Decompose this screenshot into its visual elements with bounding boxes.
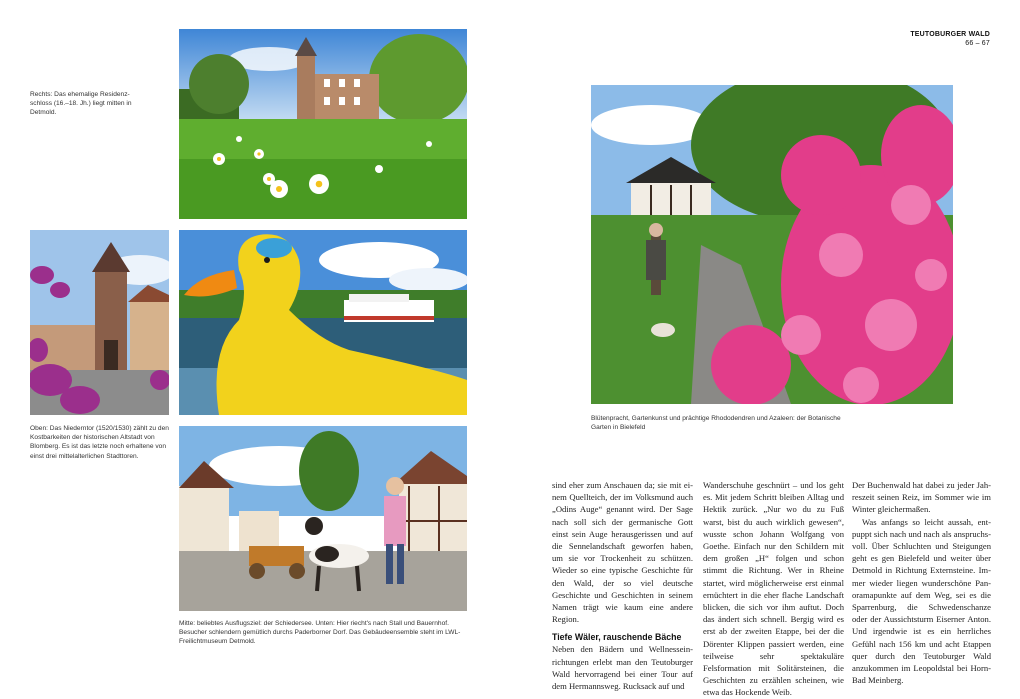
city-gate-photo <box>30 230 169 415</box>
paragraph: Was anfangs so leicht aussah, entpuppt sich nach und nach als anspruchsvoll. Über Schluchten und Steigungen geht es gen Bielefeld und weiter über Detmold in Richtung Externsteine. Immer wieder liegen wunderschöne Panoramapunkte auf dem Weg, sei es die Sparrenburg, die Schwedenschanze oder der Aussichtsturm Eiserner Anton. Und irgendwie ist es ein herrliches Gefühl nach 156 km und acht Etappen quer durch den Teutoburger Wald anzukommen im Leopoldstal bei Horn-Bad Meinberg. <box>852 516 991 686</box>
garden-caption: Blütenpracht, Gartenkunst und prächtige Rhododendren und Azaleen: der Botanische Garten in Bielefeld <box>591 415 841 432</box>
gate-caption: Oben: Das Niederntor (1520/1530) zählt zu den Kostbarkeiten der historischen Altstadt von Blomberg. Es ist das letzte noch erhaltene von einst drei mittelalterlichen Stadttoren. <box>30 425 169 460</box>
paragraph: Neben den Bädern und Wellnesseinrichtungen erlebt man den Teutoburger Wald hervorragend bei einer Tour auf dem Hermannsweg. Rucksack auf und <box>552 644 693 692</box>
paragraph: sind eher zum Anschauen da; sie mit einem Quellteich, der im Volksmund auch „Odins Auge“ genannt wird. Der Sage nach soll sich der germanische Gott einst sein Auge herausgerissen und auf die Sennelandschaft geworfen haben, um sie vor Trockenheit zu schützen. Wieder so eine typische Geschichte für den Wald, der so viel deutsche Geschichte und Geschichten in seinem Namen trägt wie kaum eine andere Region. <box>552 480 693 625</box>
botanical-garden-photo <box>591 85 953 404</box>
section-title: TEUTOBURGER WALD <box>910 31 990 38</box>
castle-caption: Rechts: Das ehemalige Residenzschloss (16.–18. Jh.) liegt mitten in Detmold. <box>30 91 132 117</box>
subheading: Tiefe Wäler, rauschende Bäche <box>552 632 682 643</box>
village-caption: Mitte: beliebtes Ausflugsziel: der Schiedersee. Unten: Hier riecht's nach Stall und Bauernhof. Besucher schlendern gemütlich durchs Paderborner Dorf. Das Gebäudeensemble steht im LWL-Freilichtmuseum Detmold. <box>179 620 461 646</box>
village-dog-photo <box>179 426 467 611</box>
page-numbers: 66 – 67 <box>965 40 990 47</box>
running-header <box>900 30 990 48</box>
duck-boat-photo <box>179 230 467 415</box>
paragraph: Wanderschuhe geschnürt – und los geht es. Mit jedem Schritt bleiben Alltag und Hektik zurück. „Nur wo du zu Fuß warst, bist du auch wirklich gewesen“, wusste schon Johann Wolfgang von Goethe. Einfach nur den Schildern mit dem großen „H“ folgen und schon stimmt die Richtung. Wer in Rheine startet, wird möglicherweise erst einmal ernüchtert in die eher flache Landschaft blicken, die sich vor ihm auftut. Doch das ändert sich schnell. Bergig wird es erst ab der zweiten Etappe, bei der die Dörenter Klippen passiert werden, eine teilweise sehr spektakuläre Felsformation mit Solitärsteinen, die Geschichten zu erzählen scheinen, wie etwa das Hockende Weib. <box>703 480 844 698</box>
castle-photo <box>179 29 467 219</box>
paragraph: Der Buchenwald hat dabei zu jeder Jahreszeit seinen Reiz, im Sommer wie im Winter gleichermaßen. <box>852 480 991 515</box>
article-column-3 <box>852 479 991 686</box>
article-column-1 <box>552 479 693 692</box>
article-column-2 <box>703 479 844 699</box>
